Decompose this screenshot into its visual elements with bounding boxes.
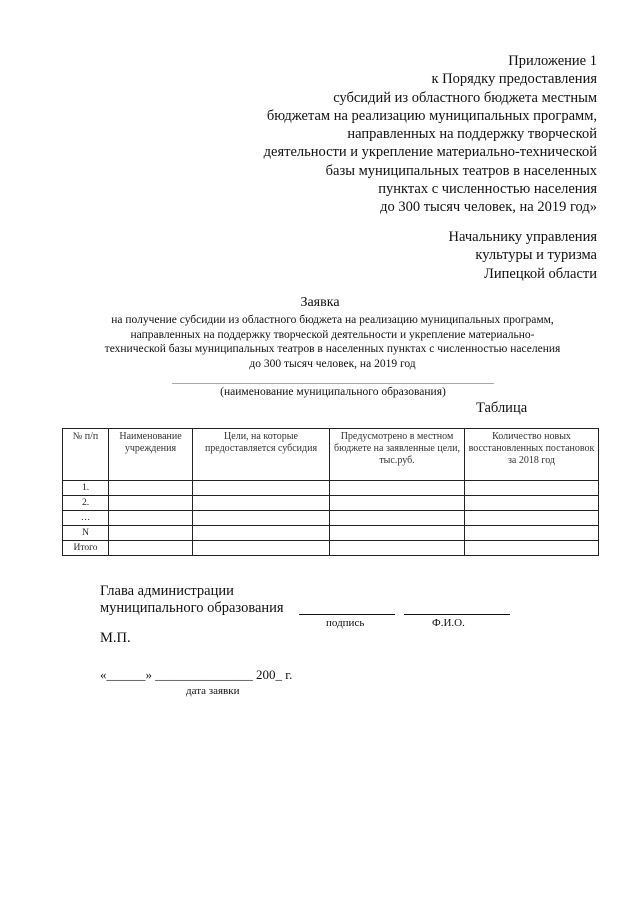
column-header-budget: Предусмотрено в местном бюджете на заявленные цели, тыс.руб. <box>330 429 465 481</box>
request-table <box>62 428 599 556</box>
request-subject-line: технической базы муниципальных театров в населенных пунктах с численностью населения <box>104 343 561 356</box>
request-title: Заявка <box>300 295 340 310</box>
appendix-line: базы муниципальных театров в населенных <box>325 162 597 179</box>
fio-fill-line[interactable] <box>404 614 510 615</box>
table-row <box>63 511 599 526</box>
request-subject-line: направленных на поддержку творческой деятельности и укрепление материально- <box>130 328 535 341</box>
table-row <box>63 481 599 496</box>
budget-cell[interactable] <box>330 496 465 511</box>
municipality-fill-line[interactable] <box>172 383 494 384</box>
appendix-line: Приложение 1 <box>508 53 597 69</box>
appendix-line: бюджетам на реализацию муниципальных программ, <box>266 107 597 124</box>
request-subject-line: до 300 тысяч человек, на 2019 год <box>249 357 416 370</box>
purpose-cell[interactable] <box>193 526 330 541</box>
budget-cell[interactable] <box>330 511 465 526</box>
productions-cell[interactable] <box>465 481 599 496</box>
productions-cell[interactable] <box>465 526 599 541</box>
signature-caption: подпись <box>326 617 365 629</box>
institution-cell[interactable] <box>109 511 193 526</box>
stamp-placeholder: М.П. <box>100 630 131 646</box>
date-caption: дата заявки <box>186 685 240 697</box>
table-row <box>63 496 599 511</box>
appendix-line: к Порядку предоставления <box>431 71 597 88</box>
row-number-cell: N <box>63 526 109 541</box>
purpose-cell[interactable] <box>193 541 330 556</box>
table-total-row <box>63 541 599 556</box>
appendix-line: направленных на поддержку творческой <box>347 126 597 143</box>
addressee-line: Липецкой области <box>484 265 597 282</box>
budget-cell[interactable] <box>330 541 465 556</box>
purpose-cell[interactable] <box>193 481 330 496</box>
appendix-line: деятельности и укрепление материально-технической <box>263 144 597 161</box>
institution-cell[interactable] <box>109 496 193 511</box>
budget-cell[interactable] <box>330 481 465 496</box>
table-row <box>63 526 599 541</box>
institution-cell[interactable] <box>109 481 193 496</box>
institution-cell[interactable] <box>109 541 193 556</box>
budget-cell[interactable] <box>330 526 465 541</box>
request-subject <box>60 313 605 371</box>
request-subject-line: на получение субсидии из областного бюджета на реализацию муниципальных программ, <box>111 314 554 326</box>
appendix-line: до 300 тысяч человек, на 2019 год» <box>380 199 597 216</box>
appendix-line: субсидий из областного бюджета местным <box>333 89 597 106</box>
column-header-purpose: Цели, на которые предоставляется субсидия <box>193 429 330 481</box>
total-label-cell: Итого <box>63 541 109 556</box>
addressee-line: культуры и туризма <box>475 247 597 264</box>
productions-cell[interactable] <box>465 496 599 511</box>
productions-cell[interactable] <box>465 541 599 556</box>
signer-title-line1: Глава администрации <box>100 583 234 599</box>
institution-cell[interactable] <box>109 526 193 541</box>
row-number-cell: … <box>63 511 109 526</box>
column-header-institution: Наименование учреждения <box>109 429 193 481</box>
column-header-number: № п/п <box>63 429 109 481</box>
purpose-cell[interactable] <box>193 496 330 511</box>
appendix-line: пунктах с численностью населения <box>378 181 597 198</box>
table-label: Таблица <box>476 400 528 416</box>
appendix-header <box>197 52 597 217</box>
table-header-row <box>63 429 599 481</box>
row-number-cell: 2. <box>63 496 109 511</box>
productions-cell[interactable] <box>465 511 599 526</box>
purpose-cell[interactable] <box>193 511 330 526</box>
fio-caption: Ф.И.О. <box>432 617 465 629</box>
date-fill-line[interactable]: «______» _______________ 200_ г. <box>100 667 293 682</box>
signature-fill-line[interactable] <box>299 614 395 615</box>
row-number-cell: 1. <box>63 481 109 496</box>
addressee-line: Начальнику управления <box>448 229 597 245</box>
column-header-productions: Количество новых восстановленных постановок за 2018 год <box>465 429 599 481</box>
municipality-caption: (наименование муниципального образования) <box>220 386 446 398</box>
signer-title-line2: муниципального образования <box>100 600 284 616</box>
addressee-block <box>317 228 597 283</box>
